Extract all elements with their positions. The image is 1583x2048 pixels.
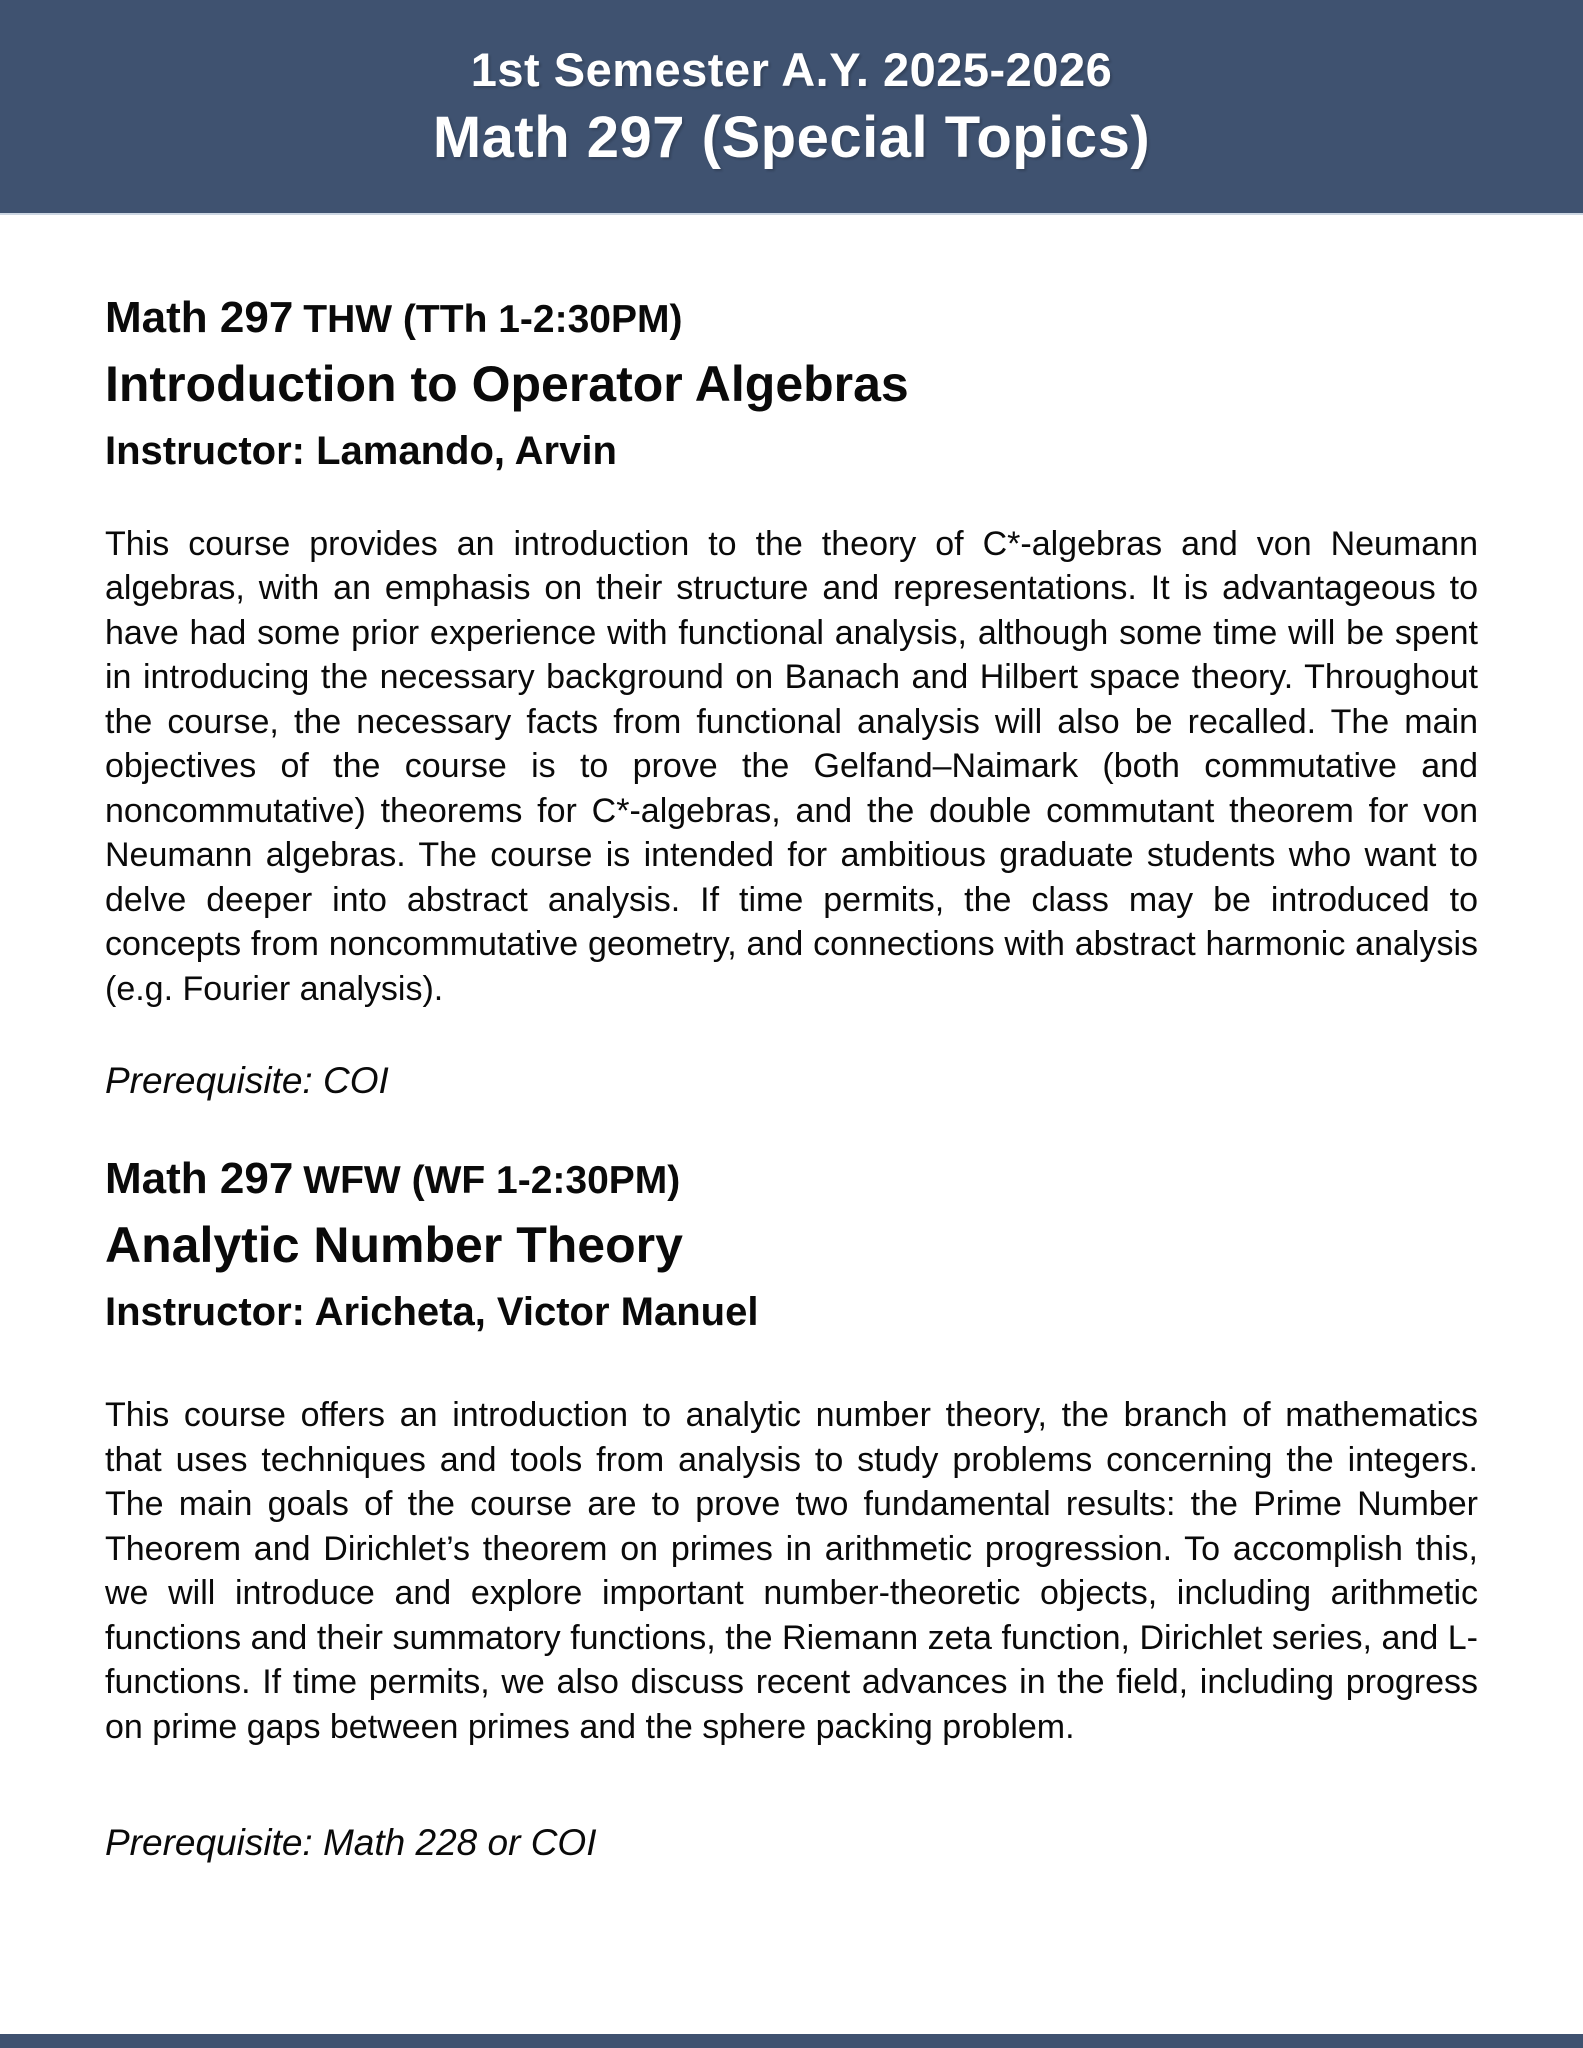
course-schedule: THW (TTh 1-2:30PM) [303,298,683,341]
page-content [0,293,1583,1865]
course-title: Introduction to Operator Algebras [105,355,909,412]
course-group-title: Math 297 (Special Topics) [432,105,1151,171]
course-section-operator-algebras [105,293,1478,1103]
course-code: Math 297 [105,293,294,342]
instructor-line: Instructor: Aricheta, Victor Manuel [105,1290,759,1335]
prerequisite-line: Prerequisite: Math 228 or COI [105,1822,597,1864]
semester-title: 1st Semester A.Y. 2025-2026 [470,43,1113,97]
course-code: Math 297 [105,1154,294,1204]
instructor-line: Instructor: Lamando, Arvin [105,428,617,473]
prerequisite-line: Prerequisite: COI [105,1060,389,1102]
course-title: Analytic Number Theory [105,1217,683,1274]
course-code-line [105,293,1478,344]
course-code-line [105,1154,1478,1205]
course-description: This course offers an introduction to analytic number theory, the branch of mathematics that uses techniques and tools from analysis to study problems concerning the integers. The main goals of the course are to prove two fundamental results: the Prime Number Theorem and Dirichlet’s theorem on primes in arithmetic progression. To accomplish this, we will introduce and explore important number-theoretic objects, including arithmetic functions and their summatory functions, the Riemann zeta function, Dirichlet series, and L-functions. If time permits, we also discuss recent advances in the field, including progress on prime gaps between primes and the sphere packing problem. [105,1396,1478,1746]
course-section-analytic-number-theory [105,1154,1478,1865]
course-schedule: WFW (WF 1-2:30PM) [303,1159,681,1203]
course-description: This course provides an introduction to the theory of C*-algebras and von Neumann algebras, with an emphasis on their structure and representations. It is advantageous to have had some prior experience with functional analysis, although some time will be spent in introducing the necessary background on Banach and Hilbert space theory. Throughout the course, the necessary facts from functional analysis will also be recalled. The main objectives of the course is to prove the Gelfand–Naimark (both commutative and noncommutative) theorems for C*-algebras, and the double commutant theorem for von Neumann algebras. The course is intended for ambitious graduate students who want to delve deeper into abstract analysis. If time permits, the class may be introduced to concepts from noncommutative geometry, and connections with abstract harmonic analysis (e.g. Fourier analysis). [105,524,1478,1008]
header-banner [0,0,1583,215]
bottom-banner [0,2034,1583,2048]
